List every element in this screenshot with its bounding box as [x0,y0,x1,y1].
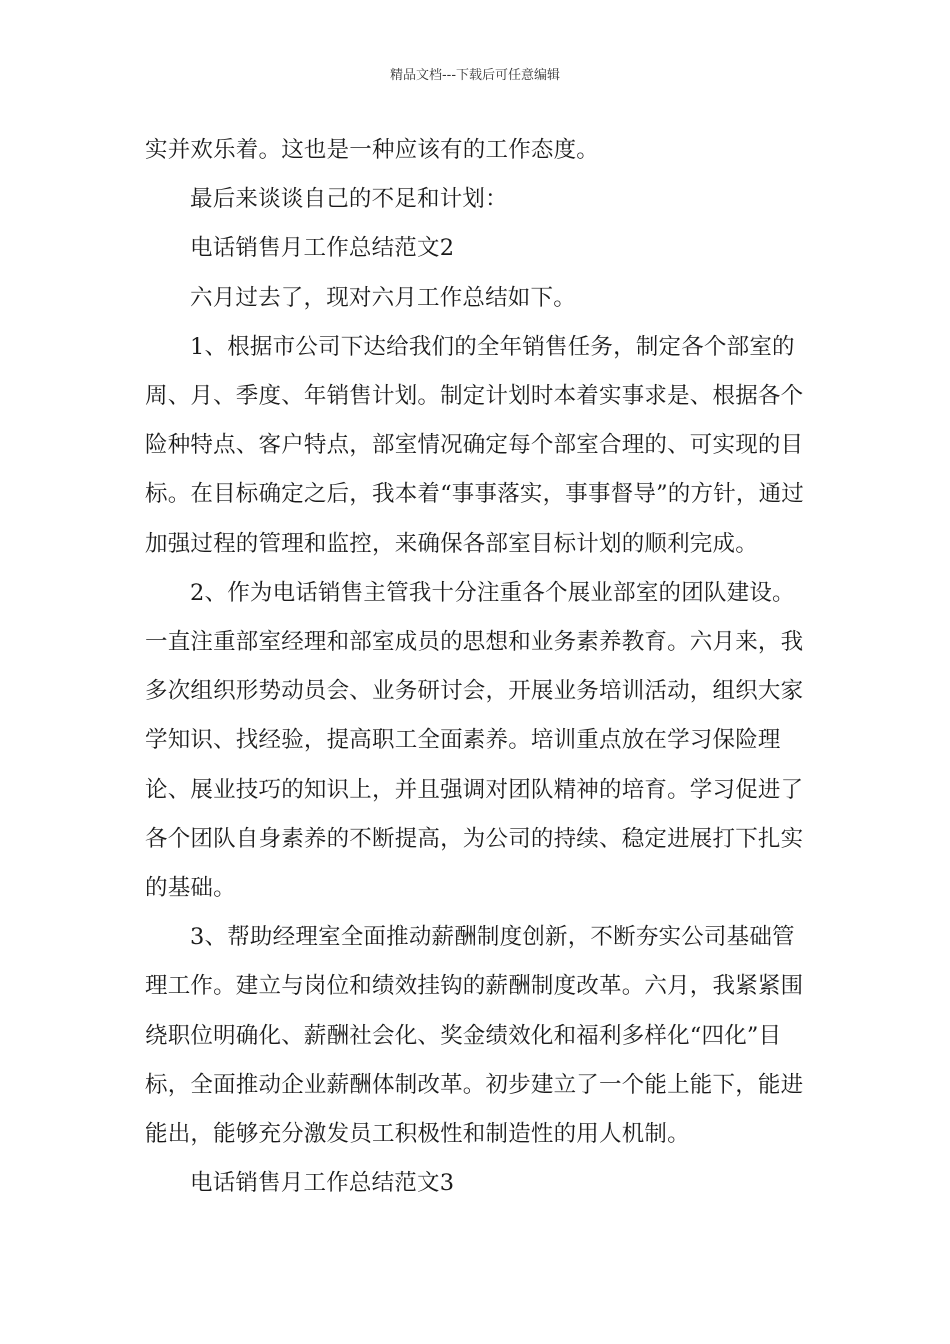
paragraph-continuation: 实并欢乐着。这也是一种应该有的工作态度。 [145,137,600,163]
document-body [145,126,810,1208]
paragraph-item-1: 1、根据市公司下达给我们的全年销售任务，制定各个部室的周、月、季度、年销售计划。制定计划时本着实事求是、根据各个险种特点、客户特点，部室情况确定每个部室合理的、可实现的目标。在目标确定之后，我本着“事事落实，事事督导”的方针，通过加强过程的管理和监控，来确保各部室目标计划的顺利完成。 [145,333,805,557]
page-header: 精品文档---下载后可任意编辑 [389,68,561,83]
paragraph-june-summary-intro: 六月过去了，现对六月工作总结如下。 [190,284,576,311]
paragraph-item-3: 3、帮助经理室全面推动薪酬制度创新，不断夯实公司基础管理工作。建立与岗位和绩效挂钩的薪酬制度改革。六月，我紧紧围绕职位明确化、薪酬社会化、奖金绩效化和福利多样化“四化”目标，全面推动企业薪酬体制改革。初步建立了一个能上能下，能进能出，能够充分激发员工积极性和制造性的用人机制。 [145,924,804,1148]
paragraph-item-2: 2、作为电话销售主管我十分注重各个展业部室的团队建设。一直注重部室经理和部室成员的思想和业务素养教育。六月来，我多次组织形势动员会、业务研讨会，开展业务培训活动，组织大家学知识、找经验，提高职工全面素养。培训重点放在学习保险理论、展业技巧的知识上，并且强调对团队精神的培育。学习促进了各个团队自身素养的不断提高，为公司的持续、稳定进展打下扎实的基础。 [145,579,804,902]
section-heading-sample-2: 电话销售月工作总结范文2 [190,235,455,262]
section-heading-sample-3: 电话销售月工作总结范文3 [190,1170,455,1197]
paragraph-shortcomings-intro: 最后来谈谈自己的不足和计划： [190,186,508,213]
